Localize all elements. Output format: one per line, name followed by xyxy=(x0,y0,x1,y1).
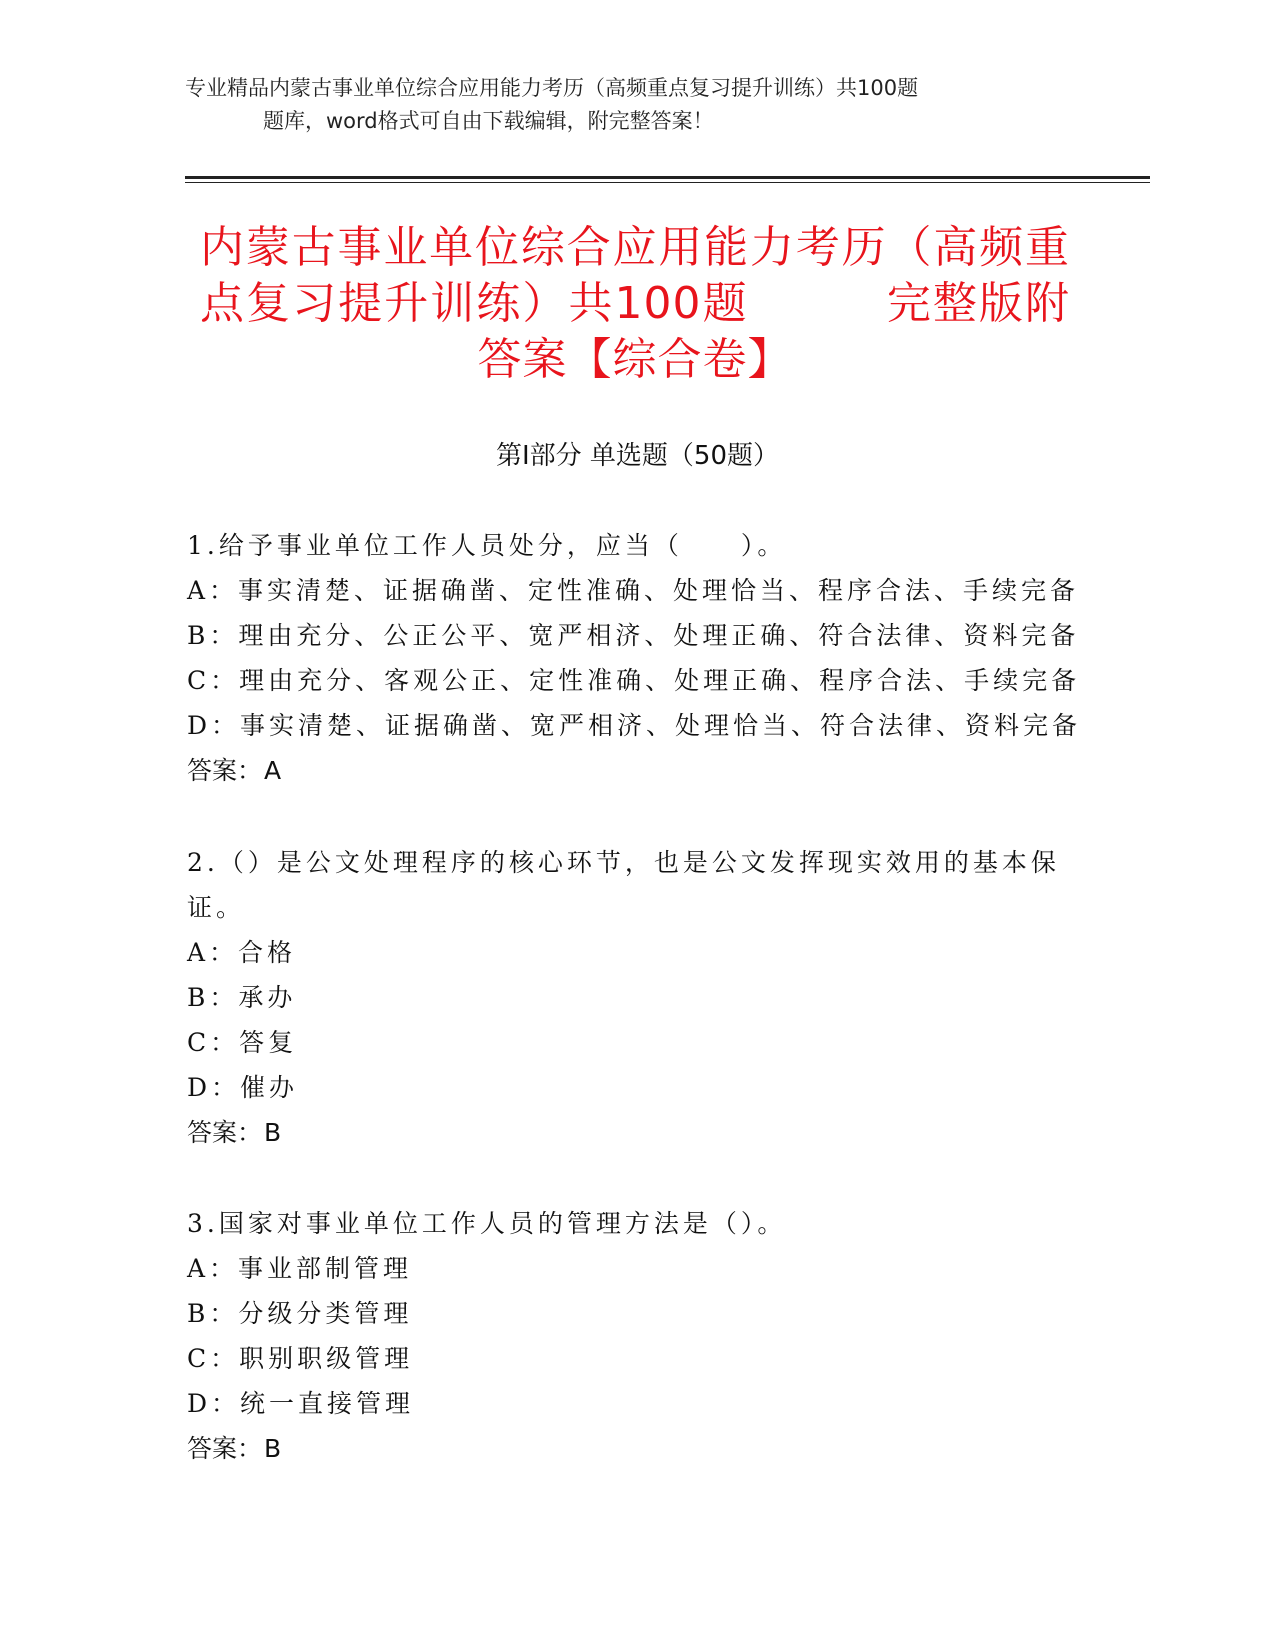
option-b: B：分级分类管理 xyxy=(187,1299,413,1328)
document-title: 内蒙古事业单位综合应用能力考历（高频重点复习提升训练）共100题 完整版附答案【综合卷】 xyxy=(200,222,1070,385)
option-d: D：事实清楚、证据确凿、宽严相济、处理恰当、符合法律、资料完备 xyxy=(187,711,1082,740)
option-c: C：答复 xyxy=(187,1028,298,1057)
answer-label: 答案： xyxy=(187,1434,263,1463)
header-note-line1: 专业精品内蒙古事业单位综合应用能力考历（高频重点复习提升训练）共100题 xyxy=(185,76,919,100)
option-b: B：理由充分、公正公平、宽严相济、处理正确、符合法律、资料完备 xyxy=(187,621,1080,650)
question-stem: 1.给予事业单位工作人员处分，应当（ ）。 xyxy=(187,531,787,560)
answer-label: 答案： xyxy=(187,1118,263,1147)
question-2 xyxy=(187,840,1087,1155)
answer xyxy=(187,1426,1087,1471)
header-rule-thick xyxy=(185,176,1150,179)
option-a: A：合格 xyxy=(187,938,297,967)
answer-label: 答案： xyxy=(187,756,263,785)
option-d: D：统一直接管理 xyxy=(187,1389,415,1418)
option-c: C：理由充分、客观公正、定性准确、处理正确、程序合法、手续完备 xyxy=(187,666,1081,695)
option-a: A：事业部制管理 xyxy=(187,1254,413,1283)
header-note xyxy=(185,72,1065,138)
section-title: 第Ⅰ部分 单选题（50题） xyxy=(495,441,780,471)
answer xyxy=(187,1110,1087,1155)
answer xyxy=(187,748,1087,793)
question-1 xyxy=(187,523,1087,793)
option-b: B：承办 xyxy=(187,983,297,1012)
answer-value: A xyxy=(264,756,282,785)
answer-value: B xyxy=(264,1118,282,1147)
question-stem: 2.（）是公文处理程序的核心环节，也是公文发挥现实效用的基本保证。 xyxy=(187,848,1060,922)
header-rule-thin xyxy=(185,182,1150,183)
answer-value: B xyxy=(264,1434,282,1463)
question-3 xyxy=(187,1201,1087,1471)
option-a: A：事实清楚、证据确凿、定性准确、处理恰当、程序合法、手续完备 xyxy=(187,576,1080,605)
question-stem: 3.国家对事业单位工作人员的管理方法是（）。 xyxy=(187,1209,787,1238)
option-d: D：催办 xyxy=(187,1073,299,1102)
option-c: C：职别职级管理 xyxy=(187,1344,414,1373)
header-note-line2: 题库，word格式可自由下载编辑，附完整答案！ xyxy=(263,109,714,133)
